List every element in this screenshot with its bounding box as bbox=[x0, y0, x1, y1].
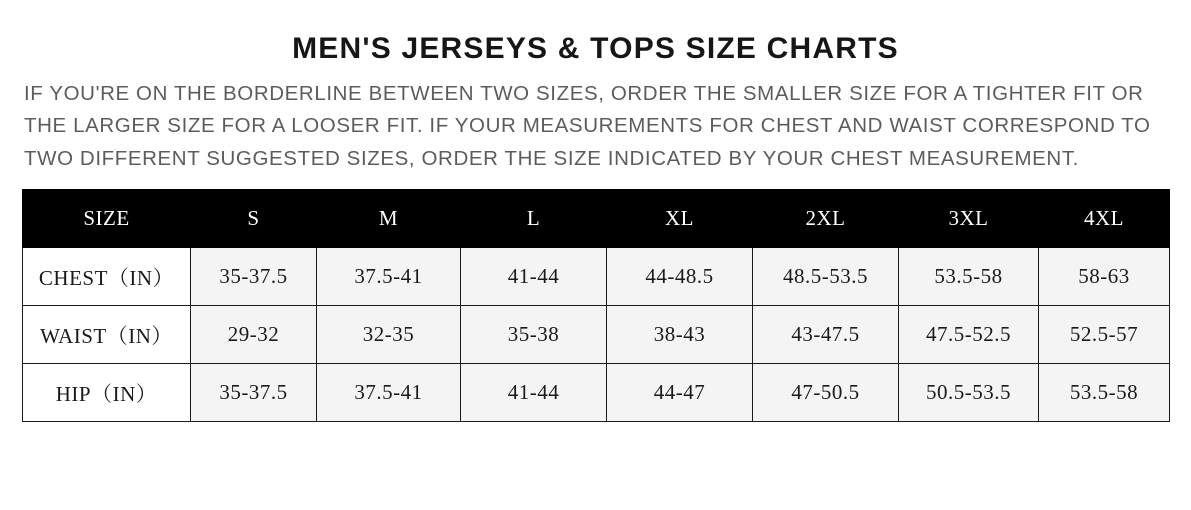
cell-chest-s: 35-37.5 bbox=[191, 248, 317, 306]
row-header-chest: CHEST（IN） bbox=[23, 248, 191, 306]
intro-paragraph: IF YOU'RE ON THE BORDERLINE BETWEEN TWO SIZES, ORDER THE SMALLER SIZE FOR A TIGHTER FIT OR THE LARGER SIZE FOR A LOOSER FIT. IF YOUR MEASUREMENTS FOR CHEST AND WAIST CORRESPOND TO TWO DIFFERENT SUGGESTED SIZES, ORDER THE SIZE INDICATED BY YOUR CHEST MEASUREMENT. bbox=[24, 82, 1151, 170]
cell-chest-m: 37.5-41 bbox=[317, 248, 461, 306]
cell-hip-4xl: 53.5-58 bbox=[1039, 364, 1170, 422]
page-title: MEN'S JERSEYS & TOPS SIZE CHARTS bbox=[292, 32, 899, 65]
cell-chest-xl: 44-48.5 bbox=[607, 248, 753, 306]
column-header-l: L bbox=[461, 190, 607, 248]
table-header bbox=[23, 190, 1170, 248]
cell-hip-3xl: 50.5-53.5 bbox=[899, 364, 1039, 422]
table-header-row bbox=[23, 190, 1170, 248]
cell-chest-l: 41-44 bbox=[461, 248, 607, 306]
cell-waist-4xl: 52.5-57 bbox=[1039, 306, 1170, 364]
column-header-s: S bbox=[191, 190, 317, 248]
table-row bbox=[23, 248, 1170, 306]
table-row bbox=[23, 364, 1170, 422]
column-header-3xl: 3XL bbox=[899, 190, 1039, 248]
cell-hip-l: 41-44 bbox=[461, 364, 607, 422]
cell-hip-m: 37.5-41 bbox=[317, 364, 461, 422]
cell-waist-s: 29-32 bbox=[191, 306, 317, 364]
cell-hip-xl: 44-47 bbox=[607, 364, 753, 422]
cell-chest-3xl: 53.5-58 bbox=[899, 248, 1039, 306]
cell-waist-l: 35-38 bbox=[461, 306, 607, 364]
column-header-2xl: 2XL bbox=[753, 190, 899, 248]
cell-waist-2xl: 43-47.5 bbox=[753, 306, 899, 364]
cell-hip-s: 35-37.5 bbox=[191, 364, 317, 422]
cell-waist-m: 32-35 bbox=[317, 306, 461, 364]
row-header-hip: HIP（IN） bbox=[23, 364, 191, 422]
column-header-4xl: 4XL bbox=[1039, 190, 1170, 248]
row-header-waist: WAIST（IN） bbox=[23, 306, 191, 364]
cell-chest-4xl: 58-63 bbox=[1039, 248, 1170, 306]
size-table-container bbox=[22, 189, 1169, 422]
cell-waist-xl: 38-43 bbox=[607, 306, 753, 364]
table-body bbox=[23, 248, 1170, 422]
cell-waist-3xl: 47.5-52.5 bbox=[899, 306, 1039, 364]
column-header-m: M bbox=[317, 190, 461, 248]
cell-chest-2xl: 48.5-53.5 bbox=[753, 248, 899, 306]
table-row bbox=[23, 306, 1170, 364]
size-chart-table bbox=[22, 189, 1170, 422]
column-header-size: SIZE bbox=[23, 190, 191, 248]
cell-hip-2xl: 47-50.5 bbox=[753, 364, 899, 422]
column-header-xl: XL bbox=[607, 190, 753, 248]
